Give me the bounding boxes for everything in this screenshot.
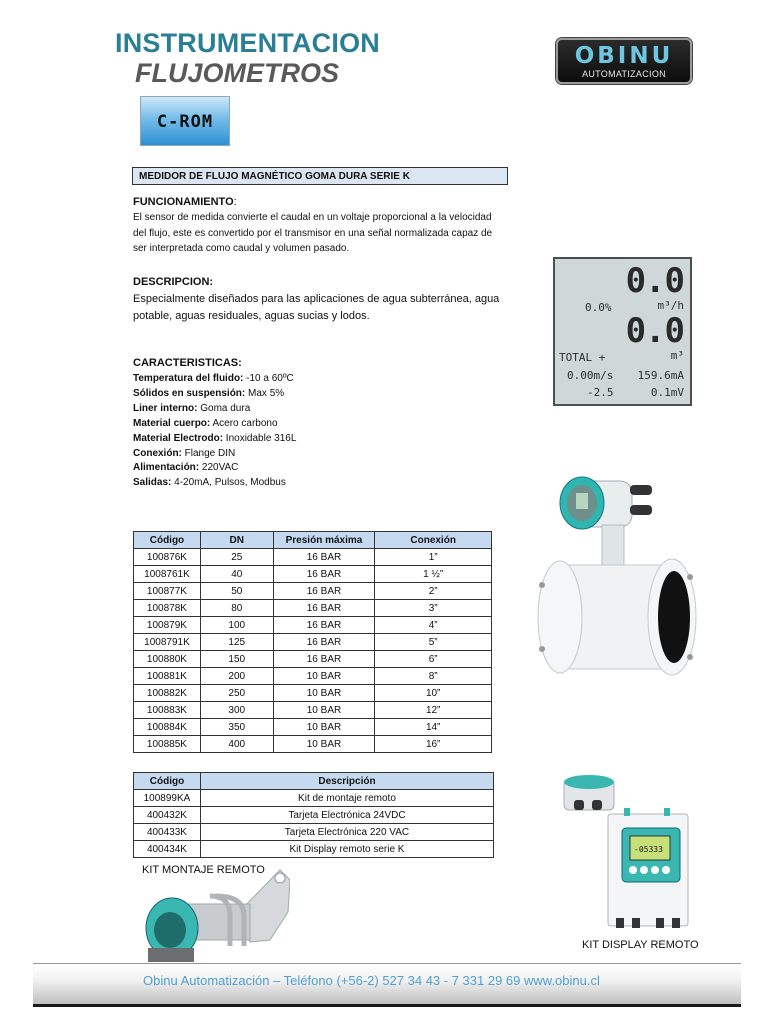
table-cell: Kit Display remoto serie K: [200, 841, 493, 858]
table-cell: 100880K: [134, 651, 201, 668]
caracteristicas-heading: CARACTERISTICAS:: [133, 357, 242, 369]
table-cell: 100879K: [134, 617, 201, 634]
table-row: [134, 736, 492, 753]
char-item: Sólidos en suspensión: Max 5%: [133, 387, 285, 399]
crom-brand-logo: [140, 96, 230, 146]
obinu-logo: [556, 38, 692, 84]
table-row: [134, 824, 494, 841]
table-cell: 100882K: [134, 685, 201, 702]
table-row: [134, 600, 492, 617]
table-cell: 3”: [375, 600, 492, 617]
table-row: [134, 617, 492, 634]
flowmeter-models-table: [133, 531, 492, 753]
funcionamiento-line: ser interpretada como caudal y volumen pasado.: [133, 243, 350, 254]
funcionamiento-line: del flujo, este es convertido por el transmisor en una señal normalizada capaz de: [133, 227, 493, 239]
table-cell: 150: [200, 651, 273, 668]
flowmeter-image: [530, 465, 702, 689]
kit-display-image: [560, 772, 694, 932]
table-cell: 200: [200, 668, 273, 685]
table-cell: 80: [200, 600, 273, 617]
display-screen-text: -05333: [634, 845, 663, 854]
product-title-box: MEDIDOR DE FLUJO MAGNÉTICO GOMA DURA SERIE K: [132, 167, 508, 185]
footer-contact-text: Obinu Automatización – Teléfono (+56-2) 527 34 43 - 7 331 29 69 www.obinu.cl: [143, 973, 600, 988]
char-item: Liner interno: Goma dura: [133, 402, 251, 414]
table-cell: 16”: [375, 736, 492, 753]
table-row: [134, 790, 494, 807]
table-cell: 300: [200, 702, 273, 719]
table-cell: Kit de montaje remoto: [200, 790, 493, 807]
column-header: Descripción: [200, 773, 493, 790]
lcd-total-unit: m³: [670, 349, 684, 362]
funcionamiento-colon: :: [233, 196, 237, 208]
char-item: Temperatura del fluido: -10 a 60ºC: [133, 373, 294, 384]
table-cell: 100876K: [134, 549, 201, 566]
table-cell: 100878K: [134, 600, 201, 617]
table-cell: 100: [200, 617, 273, 634]
obinu-logo-subtitle: AUTOMATIZACION: [582, 69, 666, 79]
table-cell: 350: [200, 719, 273, 736]
table-cell: 16 BAR: [273, 634, 375, 651]
column-header: Código: [134, 532, 201, 549]
table-cell: 100881K: [134, 668, 201, 685]
table-cell: 10 BAR: [273, 702, 375, 719]
table-cell: 100885K: [134, 736, 201, 753]
lcd-total-value: 0.0: [625, 311, 684, 351]
table-cell: Tarjeta Electrónica 24VDC: [200, 807, 493, 824]
table-cell: 40: [200, 566, 273, 583]
funcionamiento-text: [133, 210, 492, 257]
table-cell: 16 BAR: [273, 566, 375, 583]
table-cell: 400: [200, 736, 273, 753]
char-item: Conexión: Flange DIN: [133, 447, 236, 459]
lcd-velocity: 0.00m/s: [567, 369, 614, 382]
lcd-flow-unit: m³/h: [657, 299, 684, 312]
table-row: [134, 634, 492, 651]
table-row: [134, 651, 492, 668]
table-cell: 1008791K: [134, 634, 201, 651]
crom-logo-text: C-ROM: [156, 112, 214, 132]
table-cell: 16 BAR: [273, 549, 375, 566]
table-cell: 16 BAR: [273, 617, 375, 634]
char-item: Material cuerpo: Acero carbono: [133, 417, 278, 429]
table-cell: 10 BAR: [273, 736, 375, 753]
table-cell: 14”: [375, 719, 492, 736]
funcionamiento-heading: [133, 196, 237, 208]
table-cell: 100877K: [134, 583, 201, 600]
footer-bar: [33, 963, 741, 1007]
descripcion-line: Especialmente diseñados para las aplicaciones de agua subterránea, agua: [133, 293, 500, 305]
table-cell: 25: [200, 549, 273, 566]
table-header-row: [134, 773, 494, 790]
descripcion-text: [133, 291, 533, 325]
table-row: [134, 566, 492, 583]
table-row: [134, 549, 492, 566]
table-cell: 10 BAR: [273, 668, 375, 685]
table-row: [134, 702, 492, 719]
table-row: [134, 685, 492, 702]
kit-display-label: KIT DISPLAY REMOTO: [582, 939, 699, 951]
table-cell: 250: [200, 685, 273, 702]
table-cell: 16 BAR: [273, 583, 375, 600]
page-subtitle: FLUJOMETROS: [135, 58, 340, 88]
char-item: Material Electrodo: Inoxidable 316L: [133, 432, 297, 444]
caracteristicas-list: [133, 372, 296, 491]
table-cell: 6”: [375, 651, 492, 668]
obinu-logo-name: OBINU: [574, 43, 674, 69]
descripcion-line: potable, aguas residuales, aguas sucias y lodos.: [133, 310, 370, 322]
funcionamiento-line: El sensor de medida convierte el caudal en un voltaje proporcional a la velocidad: [133, 212, 492, 223]
table-cell: 100883K: [134, 702, 201, 719]
lcd-flow-value: 0.0: [625, 261, 684, 301]
table-cell: 400434K: [134, 841, 201, 858]
table-cell: 10 BAR: [273, 719, 375, 736]
table-cell: 400433K: [134, 824, 201, 841]
column-header: DN: [200, 532, 273, 549]
table-cell: Tarjeta Electrónica 220 VAC: [200, 824, 493, 841]
column-header: Código: [134, 773, 201, 790]
table-cell: 1 ½”: [375, 566, 492, 583]
table-cell: 8”: [375, 668, 492, 685]
lcd-flow-percent: 0.0%: [585, 301, 612, 314]
accessories-table: [133, 772, 494, 858]
column-header: Presión máxima: [273, 532, 375, 549]
column-header: Conexión: [375, 532, 492, 549]
char-item: Salidas: 4-20mA, Pulsos, Modbus: [133, 477, 286, 489]
lcd-voltage: 0.1mV: [650, 386, 684, 399]
table-header-row: [134, 532, 492, 549]
table-cell: 100884K: [134, 719, 201, 736]
table-row: [134, 583, 492, 600]
table-cell: 2”: [375, 583, 492, 600]
table-row: [134, 841, 494, 858]
kit-montaje-label: KIT MONTAJE REMOTO: [142, 864, 265, 876]
table-cell: 50: [200, 583, 273, 600]
lcd-current: 159.6mA: [637, 369, 684, 382]
table-cell: 16 BAR: [273, 600, 375, 617]
lcd-reading: -2.5: [587, 386, 614, 399]
lcd-display-image: [553, 257, 692, 406]
char-item: Alimentación: 220VAC: [133, 462, 239, 474]
table-cell: 16 BAR: [273, 651, 375, 668]
table-cell: 10 BAR: [273, 685, 375, 702]
table-row: [134, 719, 492, 736]
funcionamiento-title: FUNCIONAMIENTO: [133, 196, 234, 208]
table-row: [134, 668, 492, 685]
descripcion-heading: DESCRIPCION:: [133, 276, 214, 288]
table-cell: 100899KA: [134, 790, 201, 807]
table-cell: 10”: [375, 685, 492, 702]
table-row: [134, 807, 494, 824]
table-cell: 125: [200, 634, 273, 651]
table-cell: 1”: [375, 549, 492, 566]
table-cell: 1008761K: [134, 566, 201, 583]
page-title: INSTRUMENTACION: [115, 28, 380, 58]
table-cell: 400432K: [134, 807, 201, 824]
table-cell: 12”: [375, 702, 492, 719]
table-cell: 4”: [375, 617, 492, 634]
kit-montaje-image: [140, 856, 290, 962]
lcd-total-label: TOTAL +: [559, 351, 606, 364]
table-cell: 5”: [375, 634, 492, 651]
